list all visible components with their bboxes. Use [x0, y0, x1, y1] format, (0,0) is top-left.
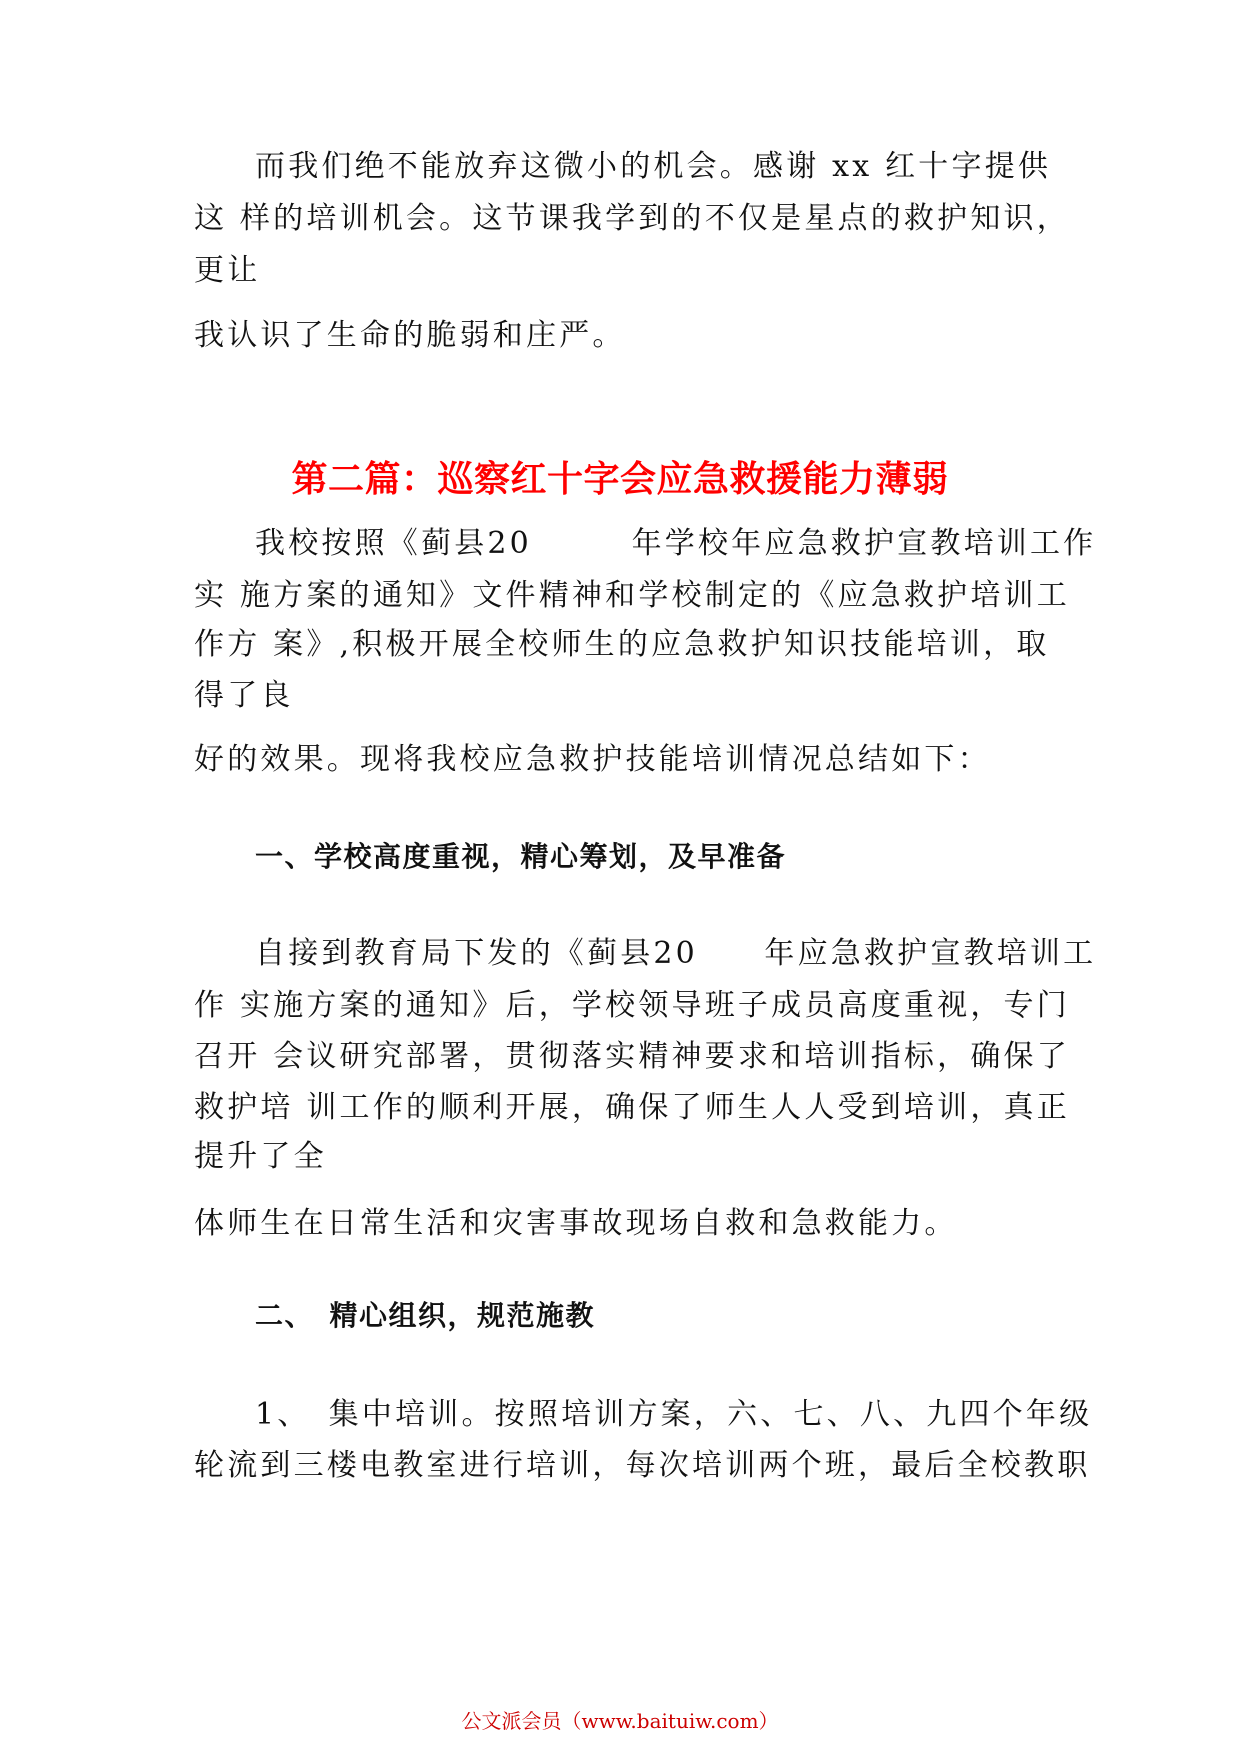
paragraph-2-line-5: 提升了全	[194, 1139, 327, 1174]
heading-two: 二、 精心组织，规范施教	[255, 1299, 596, 1332]
intro-line-1: 而我们绝不能放弃这微小的机会。感谢 xx 红十字提供	[255, 149, 1052, 184]
paragraph-1-line-4: 得了良	[194, 678, 294, 713]
section-title: 第二篇：巡察红十字会应急救援能力薄弱	[291, 459, 949, 500]
paragraph-2-line-6: 体师生在日常生活和灾害事故现场自救和急救能力。	[194, 1206, 958, 1241]
footer-watermark: 公文派会员（www.baituiw.com）	[461, 1709, 779, 1733]
paragraph-1-line-2: 实 施方案的通知》文件精神和学校制定的《应急救护培训工	[194, 578, 1070, 613]
paragraph-2-line-1: 自接到教育局下发的《蓟县20 年应急救护宣教培训工	[255, 936, 1097, 971]
intro-line-2: 这 样的培训机会。这节课我学到的不仅是星点的救护知识，	[194, 201, 1070, 236]
heading-one: 一、学校高度重视，精心筹划，及早准备	[255, 840, 787, 873]
paragraph-1-line-1: 我校按照《蓟县20 年学校年应急救护宣教培训工作	[255, 526, 1097, 561]
paragraph-2-line-3: 召开 会议研究部署，贯彻落实精神要求和培训指标，确保了	[194, 1039, 1070, 1074]
paragraph-2-line-4: 救护培 训工作的顺利开展，确保了师生人人受到培训，真正	[194, 1090, 1070, 1125]
paragraph-1-line-3: 作方 案》,积极开展全校师生的应急救护知识技能培训，取	[194, 627, 1050, 662]
paragraph-1-line-5: 好的效果。现将我校应急救护技能培训情况总结如下：	[194, 742, 991, 777]
paragraph-3-line-1: 1、 集中培训。按照培训方案，六、七、八、九四个年级	[255, 1397, 1093, 1432]
paragraph-3-line-2: 轮流到三楼电教室进行培训，每次培训两个班，最后全校教职	[194, 1448, 1091, 1483]
paragraph-2-line-2: 作 实施方案的通知》后，学校领导班子成员高度重视，专门	[194, 988, 1070, 1023]
intro-line-3: 更让	[194, 253, 261, 288]
intro-line-4: 我认识了生命的脆弱和庄严。	[194, 318, 626, 353]
